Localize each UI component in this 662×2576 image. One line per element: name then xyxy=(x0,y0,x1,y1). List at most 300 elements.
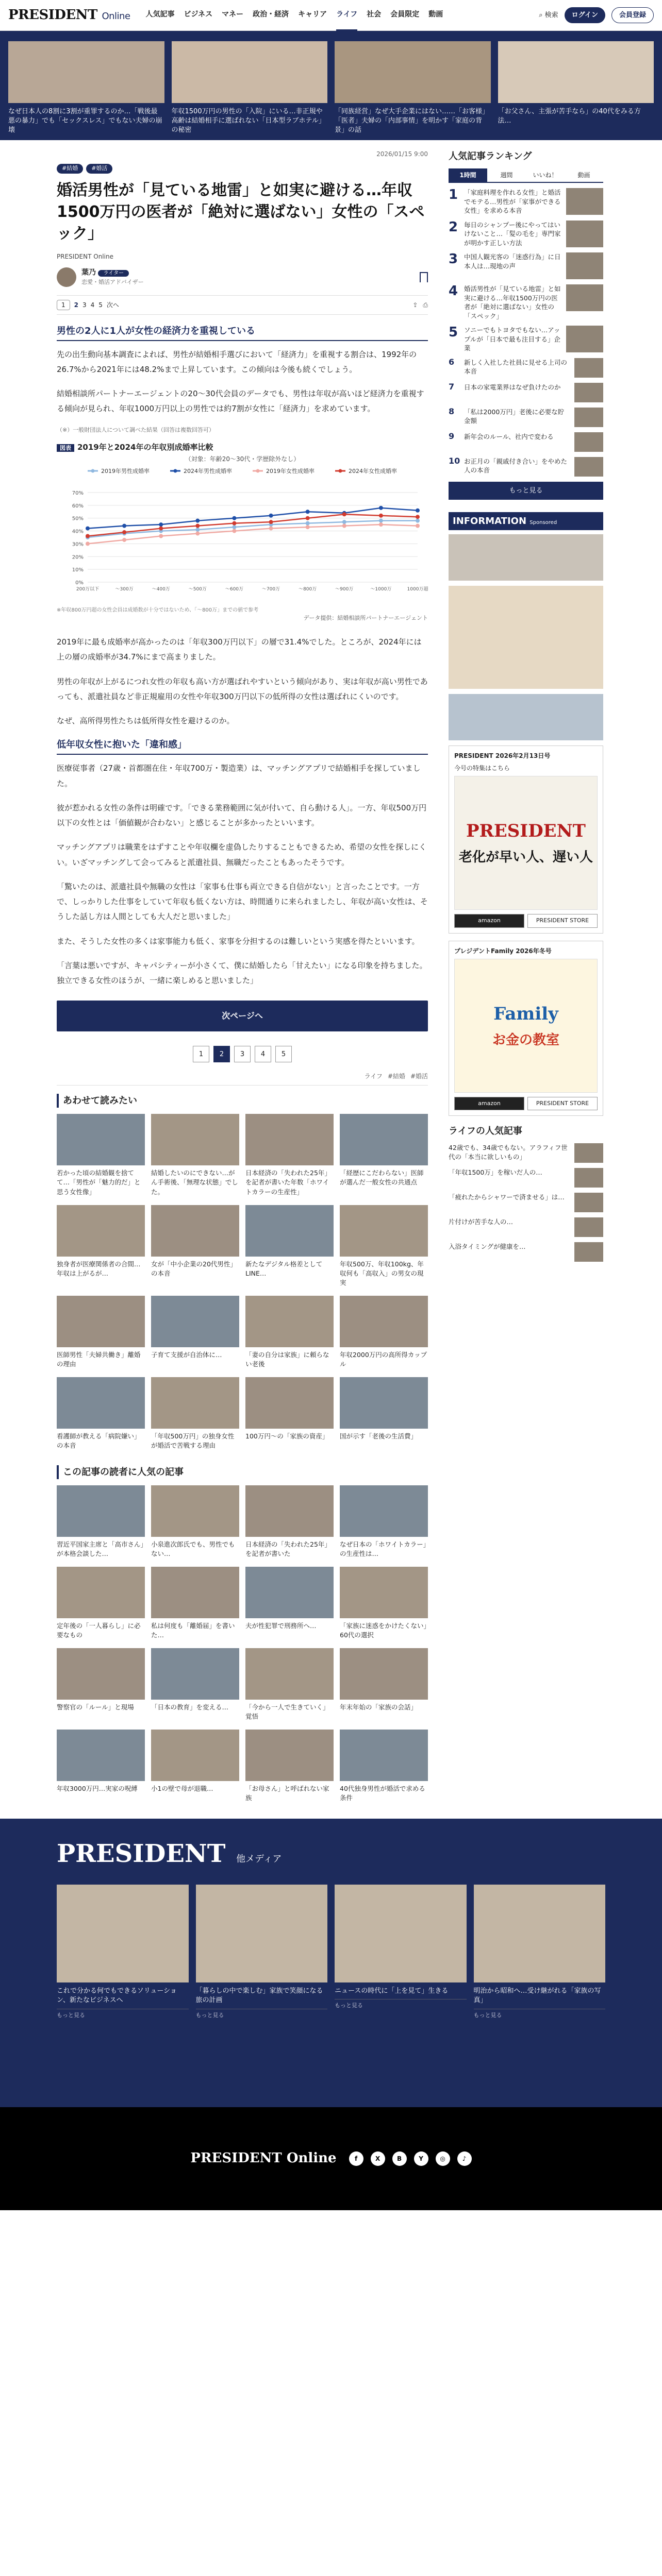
pager-page-4[interactable]: 4 xyxy=(255,1046,271,1062)
pager-page-5[interactable]: 5 xyxy=(275,1046,292,1062)
other-media-image xyxy=(196,1885,328,1982)
tag-konkatsu[interactable]: #婚活 xyxy=(86,164,112,174)
popular-thumbnail xyxy=(245,1648,334,1700)
line-chart xyxy=(57,464,428,603)
data-point xyxy=(269,520,273,524)
related-card[interactable] xyxy=(57,1296,145,1369)
ranking-thumbnail xyxy=(574,457,603,477)
next-page-button[interactable]: 次ページへ xyxy=(57,1001,428,1031)
popular-thumbnail xyxy=(245,1730,334,1781)
data-point xyxy=(195,523,200,528)
life-item[interactable] xyxy=(449,1217,603,1237)
search-button[interactable]: ⌕ 検索 xyxy=(539,11,558,19)
life-item[interactable] xyxy=(449,1242,603,1262)
ranking-item-title: 中国人観光客の「迷惑行為」に日本人は…現地の声 xyxy=(464,253,561,270)
tab-hour[interactable]: 1時間 xyxy=(449,168,487,182)
popular-card[interactable] xyxy=(340,1485,428,1558)
data-point xyxy=(159,522,163,527)
ranking-item[interactable] xyxy=(449,252,603,279)
y-tick-label: 70% xyxy=(72,490,84,496)
article-paragraph: 結婚相談所パートナーエージェントの20〜30代会員のデータでも、男性は年収が高いほど経済力を重視する傾向が見られ、年収1000万円以上の男性では約7割が女性に「経済力」を求めています。 xyxy=(57,389,424,414)
magazine-cover-headline: 老化が早い人、遅い人 xyxy=(458,850,593,865)
footer-logo[interactable]: PRESIDENT xyxy=(57,1839,226,1868)
ranking-item-title: 新しく入社した社員に見せる上司の本音 xyxy=(464,358,568,375)
related-thumbnail xyxy=(151,1205,239,1257)
life-title: ライフの人気記事 xyxy=(449,1126,522,1137)
related-card-title: 「妻の自分は家族」に頼らない老後 xyxy=(245,1351,329,1368)
ranking-number: 8 xyxy=(449,406,455,416)
ad-banner[interactable] xyxy=(449,694,603,740)
social-icon[interactable]: ◎ xyxy=(436,2151,450,2166)
other-media-title: ニュースの時代に「上を見て」生きる xyxy=(335,1987,449,1995)
ranking-item[interactable] xyxy=(449,383,603,402)
popular-thumbnail xyxy=(245,1567,334,1618)
related-card[interactable] xyxy=(245,1114,334,1196)
x-tick-label: 〜400万 xyxy=(152,586,170,592)
data-point xyxy=(232,525,236,529)
legend-marker xyxy=(256,469,260,472)
data-point xyxy=(379,518,383,522)
data-point xyxy=(195,531,200,535)
related-card-title: 「年収500万円」の独身女性が婚活で苦戦する理由 xyxy=(151,1432,235,1450)
hero-card[interactable]: 年収1500万円の男性の「入院」にいる…非正規や高齢は結婚相手に選ばれない「日本型ラブホテル」の秘密 xyxy=(172,41,328,130)
other-media-title: 明治から昭和へ…受け継がれる「家族の写真」 xyxy=(473,1987,601,2005)
chart-note: ※年収800万円超の女性会員は成婚数が十分ではないため、「〜800万」までの値で参考 xyxy=(57,607,259,613)
magazine-cover[interactable] xyxy=(454,776,598,910)
author-name[interactable]: 葉乃 xyxy=(81,268,96,277)
other-media-grid xyxy=(57,1885,605,2020)
popular-card[interactable] xyxy=(57,1567,145,1640)
hero-image xyxy=(172,41,328,103)
data-point xyxy=(195,528,200,532)
legend-marker xyxy=(339,469,342,472)
popular-thumbnail xyxy=(245,1485,334,1537)
related-card-title: 若かった頃の結婚観を捨てて…「男性が「魅力的だ」と思う女性像」 xyxy=(57,1169,141,1196)
life-list xyxy=(449,1143,603,1262)
register-button[interactable]: 会員登録 xyxy=(611,7,654,24)
data-point xyxy=(379,513,383,517)
tab-week[interactable]: 週間 xyxy=(500,172,513,179)
other-media-label: 他メディア xyxy=(236,1853,282,1865)
popular-card[interactable] xyxy=(151,1485,239,1558)
popular-card-title: 「お母さん」と呼ばれない家族 xyxy=(245,1785,329,1802)
amazon-button[interactable]: amazon xyxy=(454,914,524,928)
popular-thumbnail xyxy=(151,1730,239,1781)
ad-banner[interactable] xyxy=(449,586,603,689)
x-tick-label: 〜600万 xyxy=(225,586,244,592)
ranking-thumbnail xyxy=(566,188,603,215)
author-title: 恋愛・婚活アドバイザー xyxy=(81,278,144,285)
other-media-title: 「暮らしの中で楽しむ」家族で笑顔になる旅の計画 xyxy=(195,1987,323,2005)
data-point xyxy=(122,523,126,528)
popular-card-title: 定年後の「一人暮らし」に必要なもの xyxy=(57,1621,141,1639)
ranking-thumbnail xyxy=(566,221,603,247)
tab-like[interactable]: いいね！ xyxy=(533,172,558,179)
popular-thumbnail xyxy=(340,1485,428,1537)
series-line xyxy=(88,524,418,544)
y-tick-label: 30% xyxy=(72,541,84,547)
x-tick-label: 〜800万 xyxy=(299,586,317,592)
social-icon[interactable]: ♪ xyxy=(457,2151,472,2166)
popular-card[interactable] xyxy=(57,1648,145,1721)
pager-page-2[interactable]: 2 xyxy=(213,1046,230,1062)
footer-bottom-logo[interactable]: PRESIDENT Online xyxy=(190,2150,337,2166)
section-heading: 男性の2人に1人が女性の経済力を重視している xyxy=(57,324,428,341)
related-card[interactable] xyxy=(151,1205,239,1287)
article-source: PRESIDENT Online xyxy=(57,252,113,260)
article-paragraph: 彼が惹かれる女性の条件は明確です。「できる業務範囲に気が付いて、自ら動ける人」。一方、年収500万円以下の女性とは「価値観が合わない」と感じることが多かったといいます。 xyxy=(57,803,427,827)
section-heading: 低年収女性に抱いた「違和感」 xyxy=(57,738,428,755)
related-card-title: 100万円〜の「家族の資産」 xyxy=(245,1432,329,1440)
hero-card[interactable]: 「お父さん、主張が苦手なら」の40代をみる方法… xyxy=(498,41,654,130)
y-tick-label: 20% xyxy=(72,554,84,560)
chart-source: データ提供：結婚相談所パートナーエージェント xyxy=(303,614,428,621)
popular-card-title: 夫が性犯罪で刑務所へ… xyxy=(245,1621,317,1630)
popular-grid xyxy=(57,1485,428,1803)
ranking-item-title: 「私は2000万円」老後に必要な貯金額 xyxy=(464,408,565,425)
related-card[interactable] xyxy=(340,1296,428,1369)
popular-thumbnail xyxy=(57,1485,145,1537)
login-button[interactable]: ログイン xyxy=(565,7,605,24)
site-header xyxy=(0,0,662,31)
main-nav xyxy=(146,0,539,31)
popular-card[interactable] xyxy=(151,1567,239,1640)
ranking-item[interactable] xyxy=(449,408,603,427)
popular-card[interactable] xyxy=(57,1485,145,1558)
related-thumbnail xyxy=(57,1114,145,1165)
nav-item-ranking[interactable]: 人気記事 xyxy=(145,10,175,19)
life-thumbnail xyxy=(574,1193,603,1212)
data-point xyxy=(342,523,346,528)
article-paragraph: 「言葉は悪いですが、キャパシティーが小さくて、僕に結婚したら「甘えたい」になる印象を持ちました。独立できる女性のほうが、一緒に楽しめると思いました」 xyxy=(57,960,427,985)
other-media-more[interactable]: もっと見る xyxy=(474,2009,606,2020)
tag-marriage[interactable]: #結婚 xyxy=(57,164,83,174)
related-card[interactable] xyxy=(151,1296,239,1369)
related-card[interactable] xyxy=(57,1114,145,1196)
x-tick-label: 〜700万 xyxy=(261,586,280,592)
related-thumbnail xyxy=(245,1205,334,1257)
popular-card[interactable] xyxy=(245,1485,334,1558)
ranking-title: 人気記事ランキング xyxy=(449,151,532,162)
ranking-item[interactable] xyxy=(449,457,603,477)
ranking-number: 4 xyxy=(449,283,458,299)
print-icon[interactable]: ⎙ xyxy=(423,301,428,309)
article-paragraph: マッチングアプリは職業をはずすことや年収欄を虚偽したりすることもできるため、希望の女性を探しにくい。いざマッチングして会ってみると派遣社員、無職だったこともあったそうです。 xyxy=(57,842,427,867)
data-point xyxy=(195,518,200,522)
amazon-button[interactable]: amazon xyxy=(454,1097,524,1111)
magazine-desc: 今号の特集はこちら xyxy=(454,765,510,772)
article-paragraph: 2019年に最も成婚率が高かったのは「年収300万円以下」の層で31.4%でした。ところが、2024年には上の層の成婚率が34.7%にまで高まりました。 xyxy=(57,637,422,662)
ranking-item-title: お正月の「親戚付き合い」をやめた人の本音 xyxy=(464,457,568,474)
life-thumbnail xyxy=(574,1217,603,1237)
other-media-more[interactable]: もっと見る xyxy=(335,1999,467,2010)
ranking-number: 7 xyxy=(449,381,455,392)
y-tick-label: 10% xyxy=(72,567,84,573)
pager-page-3[interactable]: 3 xyxy=(234,1046,251,1062)
pager-page-1[interactable]: 1 xyxy=(193,1046,209,1062)
family-cover[interactable] xyxy=(454,959,598,1093)
life-item-title: 「年収1500万」を稼いだ人の… xyxy=(449,1168,542,1176)
life-thumbnail xyxy=(574,1168,603,1188)
ranking-thumbnail xyxy=(574,358,603,378)
legend-marker xyxy=(174,469,177,472)
other-media-more[interactable]: もっと見る xyxy=(196,2009,328,2020)
other-media-card[interactable] xyxy=(474,1885,606,2020)
legend-label: 2019年女性成婚率 xyxy=(266,467,315,474)
related-card[interactable] xyxy=(151,1377,239,1450)
data-point xyxy=(232,529,236,533)
x-tick-label: 〜500万 xyxy=(188,586,207,592)
social-links xyxy=(349,2151,472,2166)
x-tick-label: 〜1000万 xyxy=(370,586,392,592)
related-card-title: 結婚したいのにできない…がん手術後、「無理な状態」でした。 xyxy=(151,1169,238,1196)
magazine-cover-logo: PRESIDENT xyxy=(466,821,586,841)
popular-card[interactable] xyxy=(57,1730,145,1803)
popular-thumbnail xyxy=(151,1567,239,1618)
pager-page-2[interactable]: 2 xyxy=(74,301,78,309)
site-footer xyxy=(0,2107,662,2210)
life-item-title: 片付けが苦手な人の… xyxy=(449,1218,514,1226)
tag-life[interactable]: ライフ xyxy=(364,1073,383,1080)
popular-thumbnail xyxy=(340,1567,428,1618)
related-card[interactable] xyxy=(340,1205,428,1287)
ranking-list xyxy=(449,188,603,353)
related-card[interactable] xyxy=(151,1114,239,1196)
popular-card-title: 日本経済の「失われた25年」を記者が書いた xyxy=(245,1540,331,1557)
related-card[interactable] xyxy=(245,1377,334,1450)
tag-konkatsu[interactable]: #婚活 xyxy=(410,1073,428,1080)
popular-card[interactable] xyxy=(151,1648,239,1721)
ranking-number: 3 xyxy=(449,251,458,267)
life-item[interactable] xyxy=(449,1168,603,1188)
site-logo[interactable]: PRESIDENT Online xyxy=(8,7,130,23)
social-icon[interactable]: B xyxy=(392,2151,407,2166)
related-card[interactable] xyxy=(245,1205,334,1287)
hero-card[interactable]: 「同族経営」なぜ大手企業にはない……「お客様」「医者」夫婦の「内部事情」を明かす「家庭の背景」の話 xyxy=(335,41,491,130)
related-card-title: 女が「中小企業の20代男性」の本音 xyxy=(151,1260,237,1277)
ranking-item-title: 新年会のルール、社内で変わる xyxy=(464,432,554,440)
data-point xyxy=(306,510,310,514)
related-card[interactable] xyxy=(57,1205,145,1287)
ranking-thumbnail xyxy=(566,252,603,279)
pager-top xyxy=(57,295,428,315)
nav-item-career[interactable]: キャリア xyxy=(298,10,327,19)
popular-card-title: 習近平国家主席と「高市さん」が本格会談した… xyxy=(57,1540,144,1557)
related-card[interactable] xyxy=(340,1114,428,1196)
ranking-item-title: 婚活男性が「見ている地雷」と如実に避ける…年収1500万円の医者が「絶対に選ばない」女性の「スペック」 xyxy=(464,285,561,320)
article-paragraph: 男性の年収が上がるにつれ女性の年収も高い方が選ばれやすいという傾向があり、実は年収が高い男性であっても、派遣社員など非正規雇用の女性や年収300万円以下の低所得の女性は選ばれにくいのです。 xyxy=(57,676,428,701)
article-date: 2026/01/15 9:00 xyxy=(376,150,428,158)
legend-label: 2024年男性成婚率 xyxy=(184,467,232,474)
related-card-title: 国が示す「老後の生活費」 xyxy=(340,1432,418,1440)
nav-item-business[interactable]: ビジネス xyxy=(184,10,213,19)
life-item[interactable] xyxy=(449,1193,603,1212)
related-thumbnail xyxy=(340,1296,428,1347)
sidebar xyxy=(449,149,603,1803)
header-actions xyxy=(539,7,654,24)
popular-card[interactable] xyxy=(245,1567,334,1640)
popular-card-title: 年末年始の「家族の会話」 xyxy=(340,1703,418,1711)
social-icon[interactable]: Y xyxy=(414,2151,428,2166)
article-title: 婚活男性が「見ている地雷」と如実に避ける…年収1500万円の医者が「絶対に選ばない」女性の「スペック」 xyxy=(57,181,425,243)
store-button[interactable]: PRESIDENT STORE xyxy=(527,1097,598,1111)
article-paragraph: 「驚いたのは、派遣社員や無職の女性は「家事も仕事も両立できる自信がない」と言ったことです。一方で、しっかりした仕事をしていて年収も低くない方は、時間通りに来られましたし、年収が高い女性は、そうした話し方は人間としても大人だと思いました」 xyxy=(57,882,428,922)
ranking-thumbnail xyxy=(574,383,603,402)
other-media-card[interactable] xyxy=(57,1885,189,2020)
popular-card-title: 「今から一人で生きていく」覚悟 xyxy=(245,1703,329,1721)
ranking-thumbnail xyxy=(574,408,603,427)
ranking-item-title: 「家庭料理を作れる女性」と婚活でモテる…男性が「家事ができる女性」を求める本音 xyxy=(464,189,561,214)
ranking-number: 9 xyxy=(449,431,455,441)
related-thumbnail xyxy=(340,1205,428,1257)
popular-card-title: 小泉進次郎氏でも、男性でもない… xyxy=(151,1540,235,1557)
life-thumbnail xyxy=(574,1242,603,1262)
nav-item-video[interactable]: 動画 xyxy=(428,10,443,19)
popular-thumbnail xyxy=(340,1648,428,1700)
ranking-item[interactable] xyxy=(449,284,603,320)
pager-page-5[interactable]: 5 xyxy=(98,301,103,309)
data-point xyxy=(159,534,163,538)
related-card-title: 医師男性「夫婦共働き」離婚の理由 xyxy=(57,1351,141,1368)
other-media-card[interactable] xyxy=(335,1885,467,2020)
other-media-image xyxy=(474,1885,606,1982)
related-card-title: 「経歴にこだわらない」医師が選んだ一般女性の共通点 xyxy=(340,1169,424,1187)
family-title: プレジデントFamily 2026年冬号 xyxy=(454,947,552,955)
pager-next[interactable]: 次へ xyxy=(106,301,119,309)
data-point xyxy=(306,521,310,525)
nav-item-politics[interactable]: 政治・経済 xyxy=(253,10,289,19)
related-thumbnail xyxy=(245,1296,334,1347)
tag-marriage[interactable]: #結婚 xyxy=(387,1073,405,1080)
related-thumbnail xyxy=(245,1377,334,1429)
related-card[interactable] xyxy=(245,1296,334,1369)
related-thumbnail xyxy=(57,1296,145,1347)
store-button[interactable]: PRESIDENT STORE xyxy=(527,914,598,928)
popular-card[interactable] xyxy=(340,1730,428,1803)
related-thumbnail xyxy=(151,1377,239,1429)
family-box xyxy=(449,941,603,1116)
other-media-card[interactable] xyxy=(196,1885,328,2020)
other-media-image xyxy=(57,1885,189,1982)
related-card-title: 独身者が医療関係者の合間…年収は上がるが… xyxy=(57,1260,141,1277)
data-point xyxy=(86,534,90,538)
ranking-thumbnail xyxy=(566,326,603,352)
legend-label: 2024年女性成婚率 xyxy=(349,467,397,474)
data-point xyxy=(416,508,420,512)
search-icon: ⌕ xyxy=(539,11,543,19)
ranking-number: 2 xyxy=(449,219,458,235)
chart-title: 図表 2019年と2024年の年収別成婚率比較 xyxy=(57,442,428,453)
author-avatar[interactable] xyxy=(57,267,76,287)
related-card-title: 子育て支援が自治体に… xyxy=(151,1351,222,1359)
y-tick-label: 40% xyxy=(72,529,84,535)
nav-item-money[interactable]: マネー xyxy=(222,10,244,19)
other-media-more[interactable]: もっと見る xyxy=(57,2009,189,2020)
popular-thumbnail xyxy=(57,1567,145,1618)
related-card-title: 年収2000万円の高所得カップル xyxy=(340,1351,427,1368)
data-point xyxy=(86,526,90,530)
popular-card[interactable] xyxy=(340,1567,428,1640)
life-item[interactable] xyxy=(449,1143,603,1163)
related-thumbnail xyxy=(57,1205,145,1257)
information-header: INFORMATION Sponsored xyxy=(449,512,603,530)
ranking-number: 5 xyxy=(449,325,458,340)
popular-thumbnail xyxy=(57,1730,145,1781)
ranking-item[interactable] xyxy=(449,188,603,215)
popular-card-title: なぜ日本の「ホワイトカラー」の生産性は… xyxy=(340,1540,427,1557)
share-icon[interactable]: ⇪ xyxy=(412,301,418,309)
related-thumbnail xyxy=(340,1114,428,1165)
life-thumbnail xyxy=(574,1143,603,1163)
data-point xyxy=(269,513,273,517)
popular-card[interactable] xyxy=(245,1730,334,1803)
popular-card[interactable] xyxy=(245,1648,334,1721)
popular-card-title: 私は何度も「離婚届」を書いた… xyxy=(151,1621,235,1639)
data-point xyxy=(269,526,273,530)
data-point xyxy=(379,505,383,510)
related-card[interactable] xyxy=(340,1377,428,1450)
legend-marker xyxy=(91,469,95,472)
data-point xyxy=(159,526,163,530)
more-button[interactable]: もっと見る xyxy=(449,482,603,500)
related-title: あわせて読みたい xyxy=(57,1094,428,1108)
popular-card[interactable] xyxy=(340,1648,428,1721)
bookmark-icon[interactable] xyxy=(420,272,428,282)
data-point xyxy=(416,523,420,528)
nav-item-members[interactable]: 会員限定 xyxy=(390,10,420,19)
legend-label: 2019年男性成婚率 xyxy=(101,467,150,474)
family-cover-logo: Family xyxy=(493,1003,558,1024)
related-card-title: 新たなデジタル格差としてLINE… xyxy=(245,1260,323,1277)
related-thumbnail xyxy=(245,1114,334,1165)
chart xyxy=(57,442,428,622)
pager-page-3[interactable]: 3 xyxy=(82,301,87,309)
social-icon[interactable]: X xyxy=(371,2151,385,2166)
related-thumbnail xyxy=(151,1296,239,1347)
popular-card-title: 年収3000万円…実家の呪縛 xyxy=(57,1785,138,1793)
popular-card[interactable] xyxy=(151,1730,239,1803)
ranking-item[interactable] xyxy=(449,326,603,353)
ranking-item-title: ソニーでもトヨタでもない…アップルが「日本で最も注目する」企業 xyxy=(464,326,561,352)
nav-item-society[interactable]: 社会 xyxy=(367,10,382,19)
related-thumbnail xyxy=(57,1377,145,1429)
social-icon[interactable]: f xyxy=(349,2151,363,2166)
ranking-item[interactable] xyxy=(449,432,603,452)
other-media-title: これで分かる何でもできるソリューション、新たなビジネスへ xyxy=(57,1987,177,2005)
ad-banner[interactable] xyxy=(449,534,603,581)
data-point xyxy=(122,530,126,534)
hero-image xyxy=(335,41,491,103)
y-tick-label: 0% xyxy=(75,580,84,586)
related-card-title: 年収500万、年収100kg、年収何も「高収入」の男女の現実 xyxy=(340,1260,424,1286)
hero-card[interactable]: なぜ日本人の8割に3割が重罪するのか…「戦後最悪の暴力」でも「セックスレス」でもない夫婦の崩壊 xyxy=(8,41,164,130)
related-thumbnail xyxy=(340,1377,428,1429)
data-point xyxy=(342,512,346,516)
popular-card-title: 40代独身男性が婚活で求める条件 xyxy=(340,1785,425,1802)
popular-card-title: 「家族に迷惑をかけたくない」60代の選択 xyxy=(340,1621,427,1639)
ranking-item[interactable] xyxy=(449,221,603,248)
related-card[interactable] xyxy=(57,1377,145,1450)
ranking-item[interactable] xyxy=(449,358,603,378)
popular-card-title: 警察官の「ルール」と現場 xyxy=(57,1703,134,1711)
data-point xyxy=(416,518,420,522)
tab-video[interactable]: 動画 xyxy=(577,172,590,179)
pager-page-4[interactable]: 4 xyxy=(90,301,95,309)
pager-page-1[interactable]: 1 xyxy=(57,300,70,310)
nav-item-life[interactable]: ライフ xyxy=(336,0,357,31)
ranking-list-more xyxy=(449,358,603,477)
other-media-image xyxy=(335,1885,467,1982)
